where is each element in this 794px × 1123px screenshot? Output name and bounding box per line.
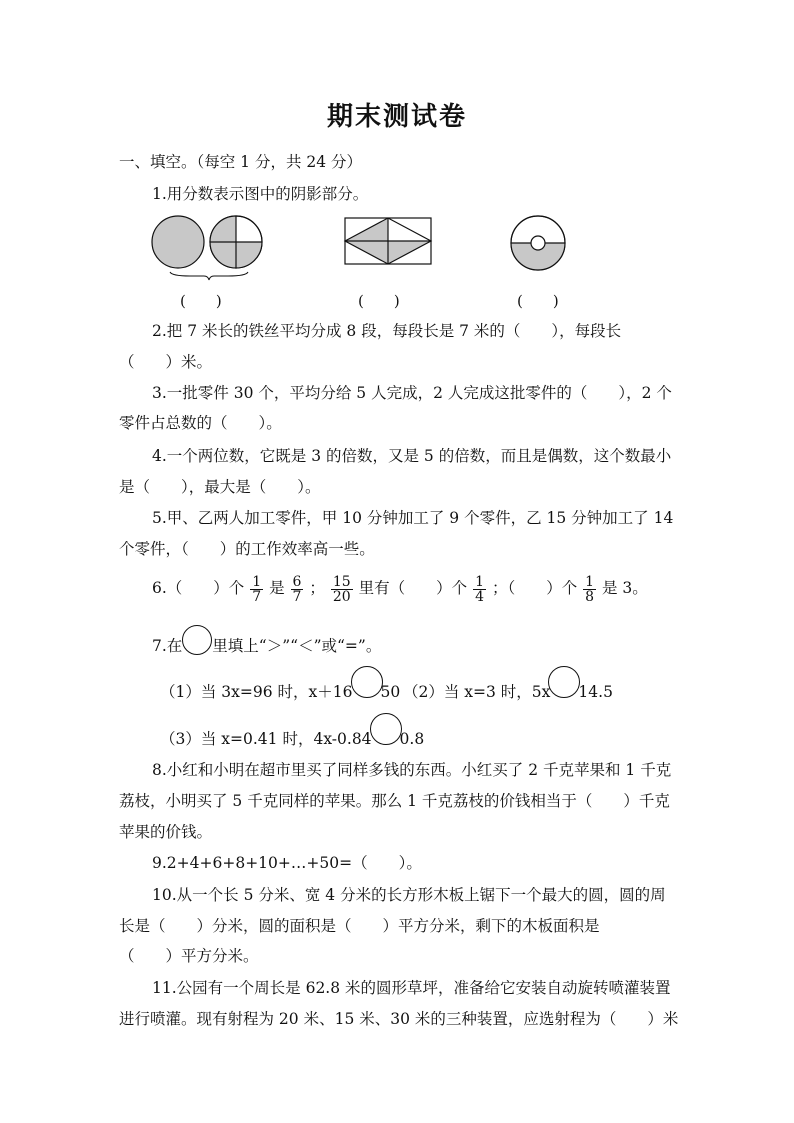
figure-ring — [509, 214, 567, 272]
question-5-line-1: 5.甲、乙两人加工零件，甲 10 分钟加工了 9 个零件，乙 15 分钟加工了 14 — [152, 509, 674, 527]
answer-blank-3[interactable]: ( ) — [517, 292, 559, 310]
question-2-line-1: 2.把 7 米长的铁丝平均分成 8 段，每段长是 7 米的（ ），每段长 — [152, 322, 622, 340]
question-4-line-1: 4.一个两位数，它既是 3 的倍数，又是 5 的倍数，而且是偶数，这个数最小 — [152, 447, 672, 465]
question-7-part-2 — [403, 682, 613, 702]
fraction-1-numerator: 1 — [252, 573, 262, 590]
page-title: 期末测试卷 — [326, 102, 467, 132]
fraction-4 — [473, 575, 486, 604]
question-11-line-2: 进行喷灌。现有射程为 20 米、15 米、30 米的三种装置，应选射程为（ ）米 — [119, 1010, 679, 1028]
question-10-line-2: 长是（ ）分米，圆的面积是（ ）平方分米，剩下的木板面积是 — [119, 917, 600, 935]
fraction-4-denominator: 4 — [475, 588, 484, 605]
fraction-4-numerator: 1 — [475, 573, 484, 590]
q7-2-value: 14.5 — [578, 683, 613, 701]
fraction-5-denominator: 8 — [585, 588, 595, 605]
q6-text-6: 是 3。 — [602, 579, 648, 597]
question-9: 9.2+4+6+8+10+…+50=（ ）。 — [152, 854, 422, 872]
fraction-3-denominator: 20 — [332, 588, 351, 605]
q6-text-1: 6.（ ）个 — [152, 579, 245, 597]
answer-blank-1[interactable]: ( ) — [180, 292, 222, 310]
question-8-line-2: 荔枝，小明买了 5 千克同样的苹果。那么 1 千克荔枝的价钱相当于（ ）千克 — [119, 792, 670, 810]
q7-text-2: 里填上“＞”“＜”或“=”。 — [212, 637, 382, 655]
question-5-line-2: 个零件，（ ）的工作效率高一些。 — [119, 540, 375, 558]
q6-text-5: ；（ ）个 — [491, 579, 578, 597]
compare-circle-icon — [182, 625, 212, 655]
figure-two-circles — [150, 214, 270, 276]
q7-3-value: 0.8 — [399, 730, 425, 748]
answer-circle-2[interactable] — [548, 666, 580, 698]
question-8-line-3: 苹果的价钱。 — [119, 823, 213, 841]
fraction-2 — [291, 575, 304, 604]
q6-text-3: ； — [309, 579, 325, 597]
question-7-part-1 — [160, 682, 400, 702]
question-7-part-3 — [160, 729, 424, 749]
fraction-5-numerator: 1 — [585, 573, 595, 590]
fraction-3 — [331, 575, 353, 604]
q6-text-4: 里有（ ）个 — [358, 579, 468, 597]
answer-circle-3[interactable] — [370, 713, 402, 745]
q7-text-1: 7.在 — [152, 637, 183, 655]
q7-3-text: （3）当 x=0.41 时，4x-0.84 — [160, 730, 372, 748]
question-6 — [152, 573, 648, 604]
fraction-5 — [583, 575, 596, 604]
figure-rectangle-rhombus — [345, 218, 431, 266]
fraction-2-numerator: 6 — [292, 573, 302, 590]
q7-2-text: （2）当 x=3 时，5x — [403, 683, 551, 701]
answer-blank-2[interactable]: ( ) — [358, 292, 400, 310]
q7-1-value: 50 — [380, 683, 401, 701]
fraction-2-denominator: 7 — [292, 588, 302, 605]
section-heading: 一、填空。（每空 1 分，共 24 分） — [119, 153, 363, 171]
question-11-line-1: 11.公园有一个周长是 62.8 米的圆形草坪，准备给它安装自动旋转喷灌装置 — [152, 979, 671, 997]
question-10-line-3: （ ）平方分米。 — [119, 947, 259, 965]
q7-1-text: （1）当 3x=96 时，x＋16 — [160, 683, 353, 701]
question-10-line-1: 10.从一个长 5 分米、宽 4 分米的长方形木板上锯下一个最大的圆，圆的周 — [152, 886, 666, 904]
question-2-line-2: （ ）米。 — [119, 353, 213, 371]
answer-circle-1[interactable] — [351, 666, 383, 698]
q6-text-2: 是 — [269, 579, 285, 597]
fraction-1 — [250, 575, 263, 604]
fraction-3-numerator: 15 — [332, 573, 351, 590]
question-1: 1.用分数表示图中的阴影部分。 — [152, 185, 369, 203]
question-4-line-2: 是（ ），最大是（ ）。 — [119, 478, 321, 496]
question-7 — [152, 636, 381, 656]
question-8-line-1: 8.小红和小明在超市里买了同样多钱的东西。小红买了 2 千克苹果和 1 千克 — [152, 761, 672, 779]
question-3-line-1: 3.一批零件 30 个，平均分给 5 人完成，2 人完成这批零件的（ ），2 个 — [152, 384, 672, 402]
fraction-1-denominator: 7 — [252, 588, 262, 605]
question-3-line-2: 零件占总数的（ ）。 — [119, 414, 282, 432]
